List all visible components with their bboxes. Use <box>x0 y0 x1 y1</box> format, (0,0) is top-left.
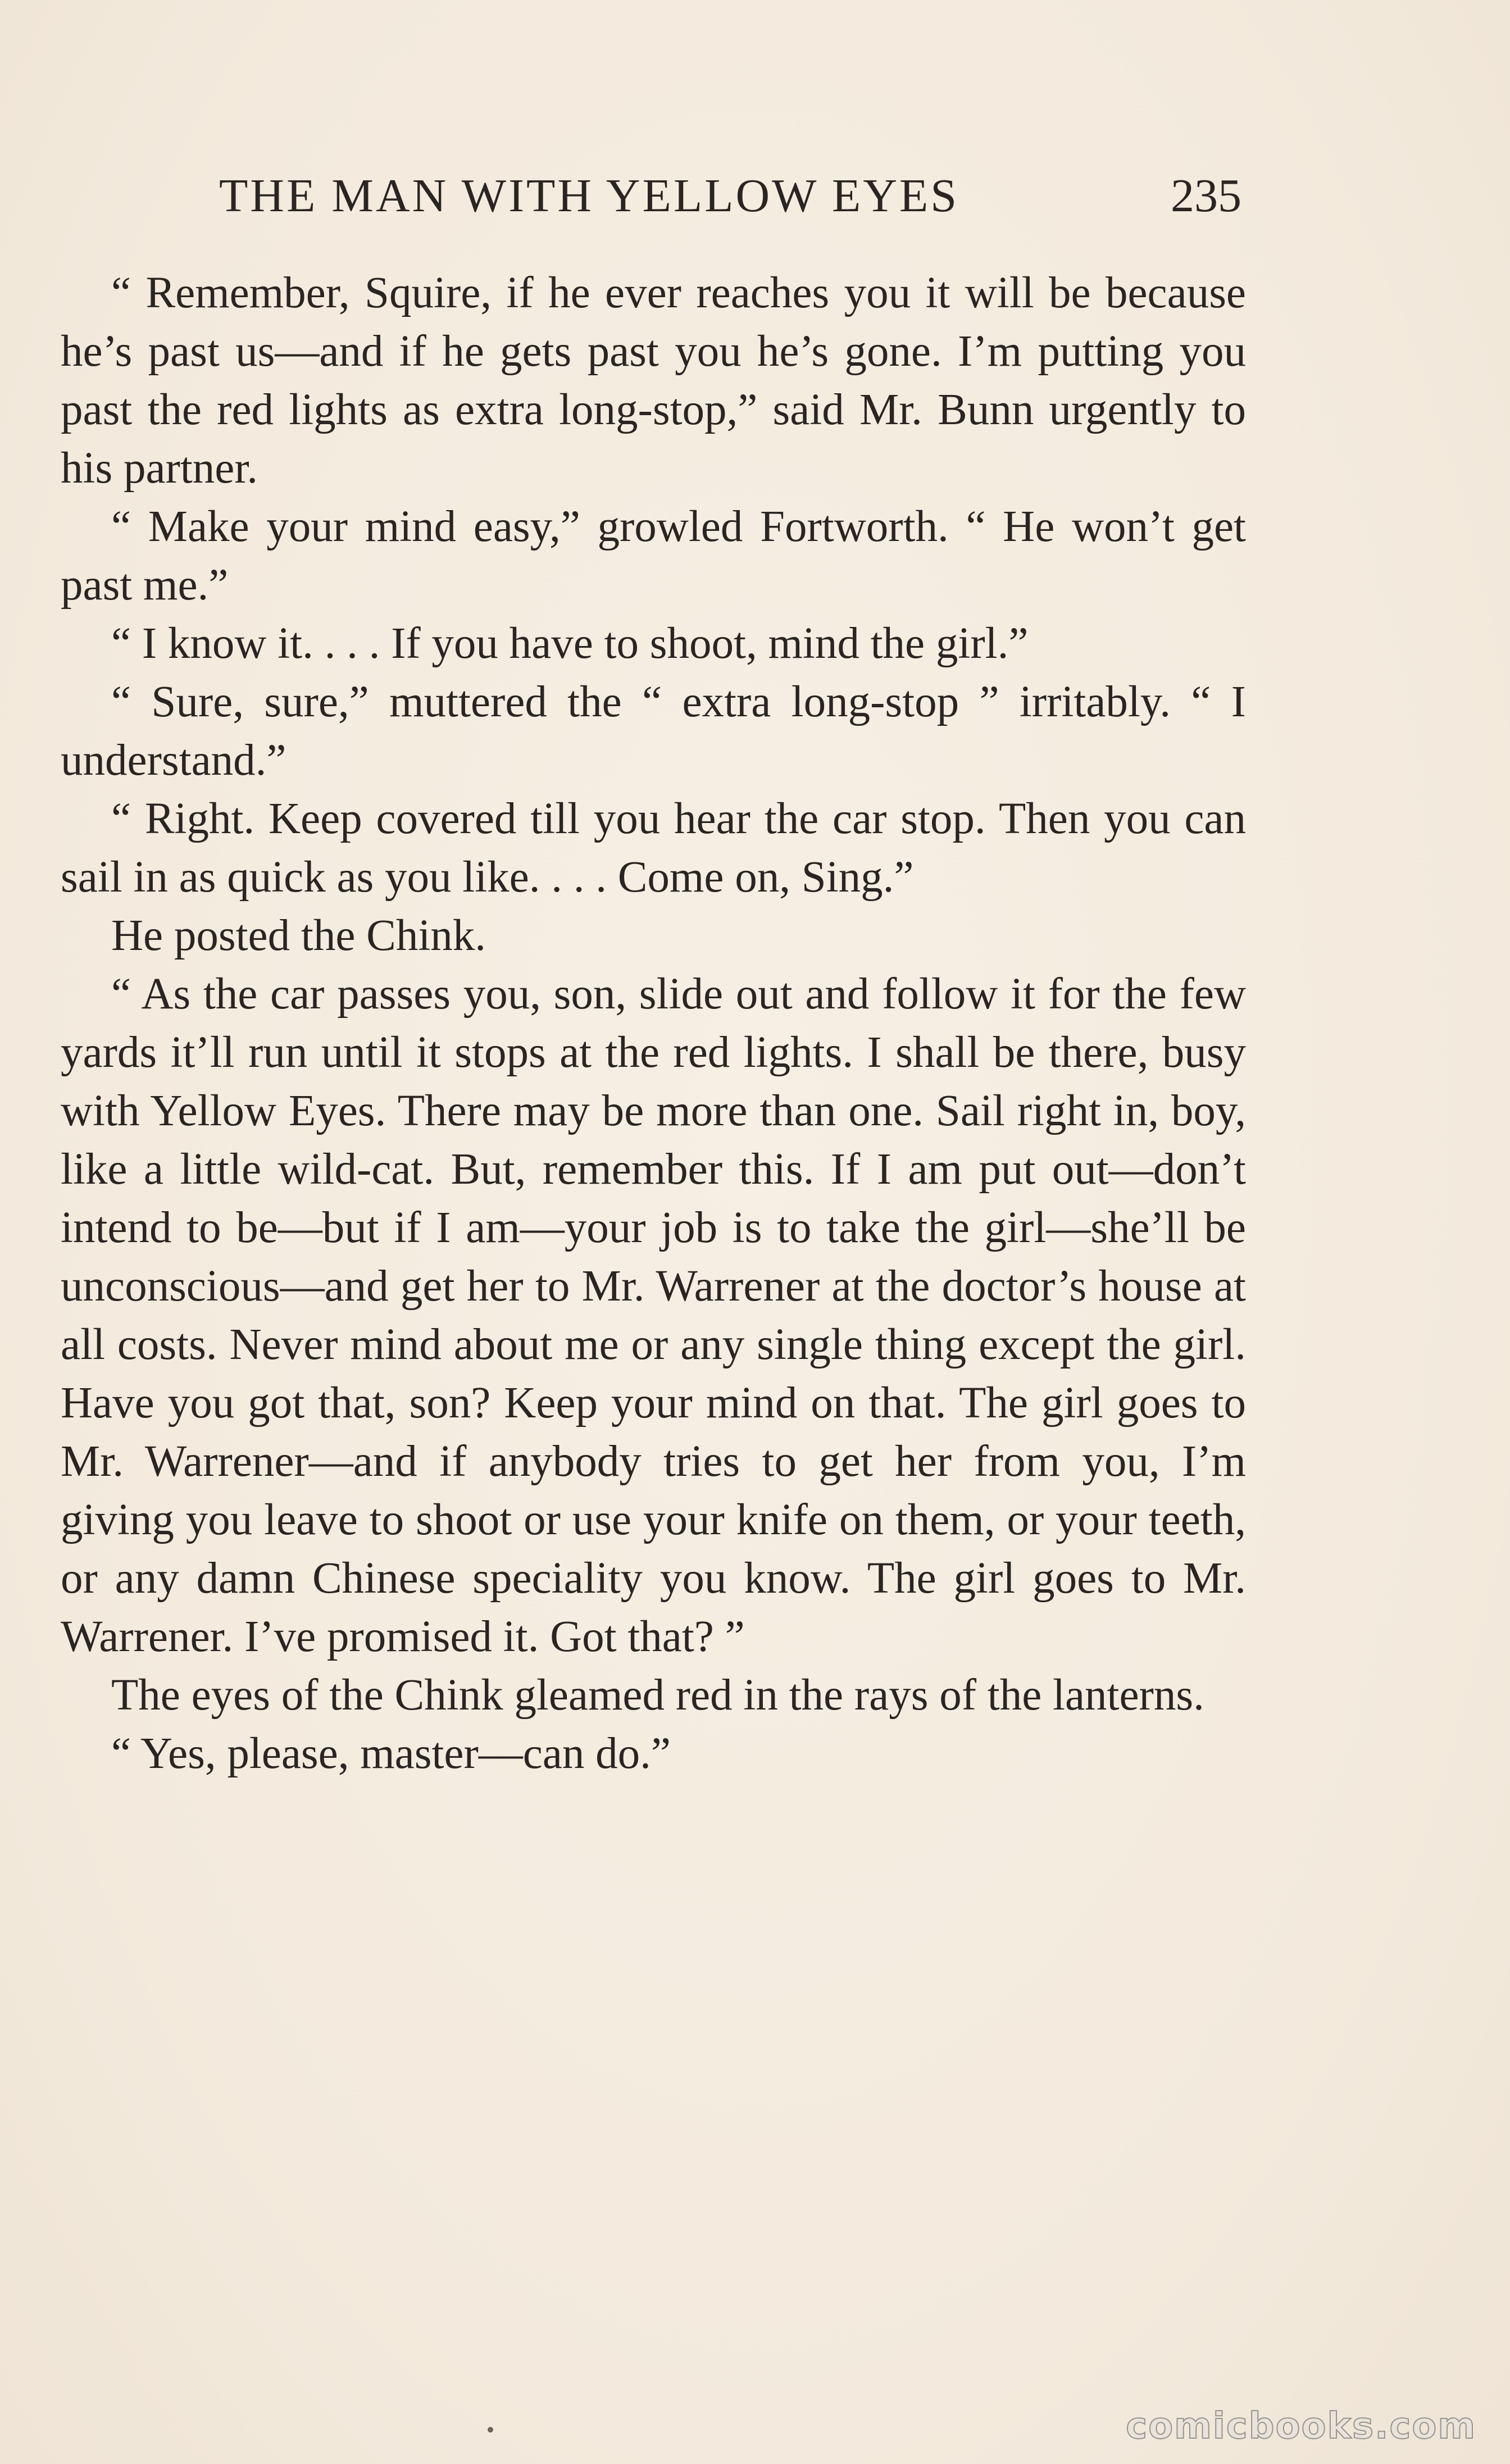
paragraph-7: “ As the car passes you, son, slide out and follow it for the few yards it’ll run until it stops at the red lights. I shall be there, busy with Yellow Eyes. There may be more than one. Sail right in, boy, like a little wild-cat. But, remember this. If I am put out—don’t intend to be—but if I am—your job is to take the girl—she’ll be unconscious—and get her to Mr. Warrener at the doctor’s house at all costs. Never mind about me or any single thing except the girl. Have you got that, son? Keep your mind on that. The girl goes to Mr. Warrener—and if anybody tries to get her from you, I’m giving you leave to shoot or use your knife on them, or your teeth, or any damn Chinese speciality you know. The girl goes to Mr. Warrener. I’ve promised it. Got that? ” <box>61 970 1246 1661</box>
paragraph-5: “ Right. Keep covered till you hear the car stop. Then you can sail in as quick as you like. . . . Come on, Sing.” <box>61 794 1246 902</box>
paragraph-3: “ I know it. . . . If you have to shoot, mind the girl.” <box>111 619 1029 668</box>
paragraph-6: He posted the Chink. <box>111 911 486 960</box>
print-speck <box>488 2427 493 2433</box>
body-text <box>61 264 1246 1783</box>
paragraph-4: “ Sure, sure,” muttered the “ extra long-stop ” irritably. “ I understand.” <box>61 678 1246 785</box>
paragraph-8: The eyes of the Chink gleamed red in the rays of the lanterns. <box>111 1671 1204 1720</box>
paragraph-2: “ Make your mind easy,” growled Fortworth. “ He won’t get past me.” <box>61 502 1246 610</box>
running-title: THE MAN WITH YELLOW EYES <box>219 170 959 222</box>
page-number: 235 <box>1171 170 1241 222</box>
paragraph-1: “ Remember, Squire, if he ever reaches you it will be because he’s past us—and if he gets past you he’s gone. I’m putting you past the red lights as extra long-stop,” said Mr. Bunn urgently to his partner. <box>61 269 1246 493</box>
page-header <box>219 169 1241 230</box>
paragraph-9: “ Yes, please, master—can do.” <box>111 1729 671 1778</box>
watermark: comicbooks.com <box>1126 2406 1476 2447</box>
